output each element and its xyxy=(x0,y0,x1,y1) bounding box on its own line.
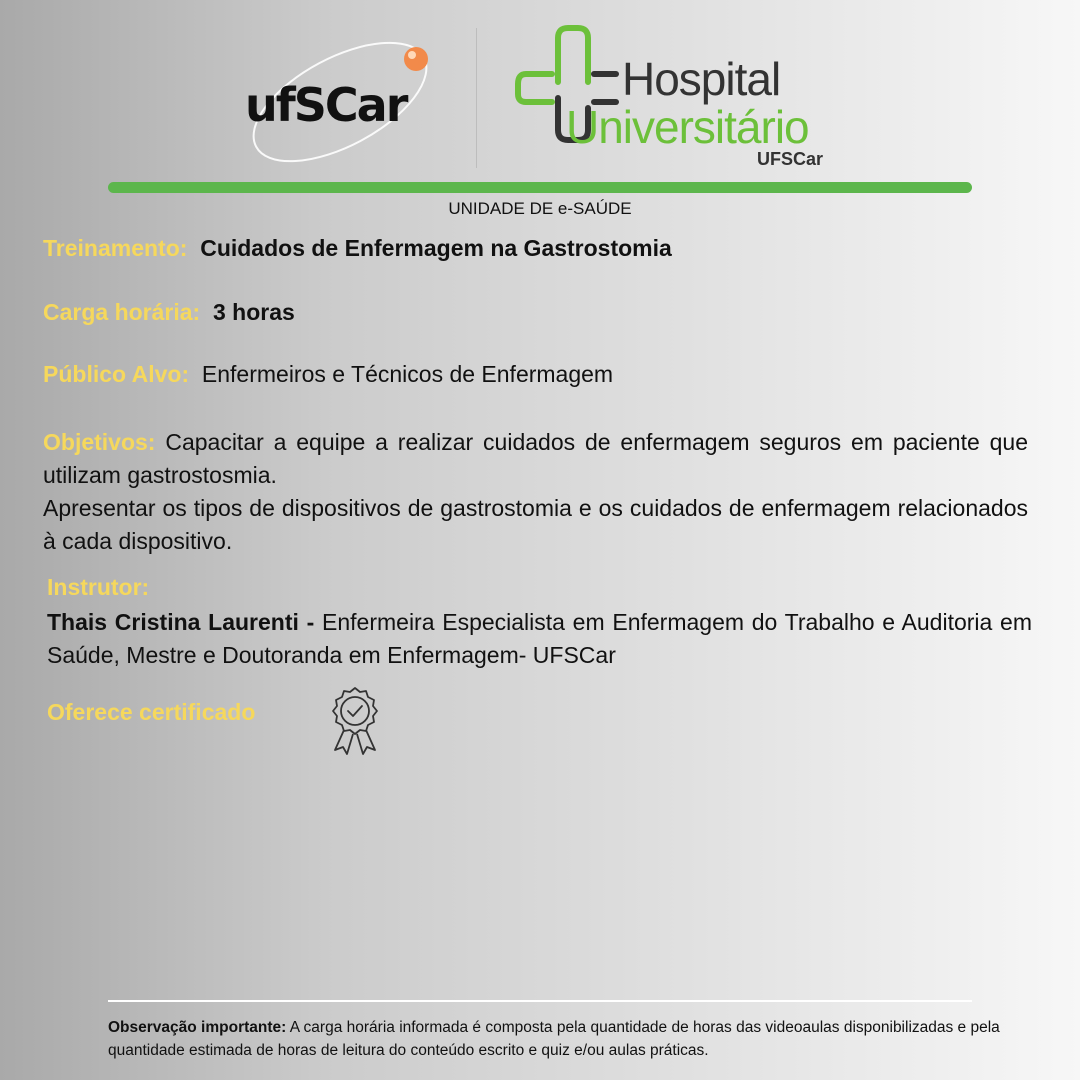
note-text: A carga horária informada é composta pela quantidade de horas das videoaulas disponibilizadas e pela quantidade estimada de horas de leitura do conteúdo escrito e quiz e/ou aulas práticas. xyxy=(108,1019,1000,1059)
hospital-logo-line1: Hospital xyxy=(622,53,781,105)
award-ribbon-icon xyxy=(327,684,383,756)
hours-value: 3 horas xyxy=(213,299,295,325)
instructor-section xyxy=(47,606,1032,672)
logo-divider xyxy=(476,28,477,168)
audience-value: Enfermeiros e Técnicos de Enfermagem xyxy=(201,361,614,387)
certificate-label: Oferece certificado xyxy=(47,699,256,725)
objectives-text-2: Apresentar os tipos de dispositivos de gastrostomia e os cuidados de enfermagem relacionados à cada dispositivo. xyxy=(43,495,1028,554)
hours-row xyxy=(43,296,295,328)
hospital-logo-line2: Universitário xyxy=(566,101,809,153)
ufscar-logo-text: ufSCar xyxy=(245,78,407,132)
hospital-logo-subtitle: UFSCar xyxy=(757,149,824,169)
unit-title: UNIDADE DE e-SAÚDE xyxy=(448,199,632,218)
objectives-section xyxy=(43,426,1028,558)
training-value: Cuidados de Enfermagem na Gastrostomia xyxy=(200,235,672,261)
audience-label: Público Alvo: xyxy=(43,361,190,387)
objectives-text-1: Capacitar a equipe a realizar cuidados de enfermagem seguros em paciente que utilizam gastrostosmia. xyxy=(43,429,1029,488)
training-row xyxy=(43,232,672,264)
important-note xyxy=(108,1016,1038,1062)
header-accent-bar xyxy=(108,182,972,193)
instructor-description: Enfermeira Especialista em Enfermagem do Trabalho e Auditoria em Saúde, Mestre e Doutoranda em Enfermagem- UFSCar xyxy=(47,609,1033,668)
hours-label: Carga horária: xyxy=(43,299,201,325)
training-label: Treinamento: xyxy=(43,235,188,261)
footer-divider xyxy=(108,1000,972,1002)
instructor-name: Thais Cristina Laurenti - xyxy=(47,609,315,635)
instructor-label: Instrutor: xyxy=(47,574,150,600)
header-logos xyxy=(0,0,1080,185)
audience-row xyxy=(43,358,613,390)
objectives-label: Objetivos: xyxy=(43,429,156,455)
note-label: Observação importante: xyxy=(108,1019,287,1036)
